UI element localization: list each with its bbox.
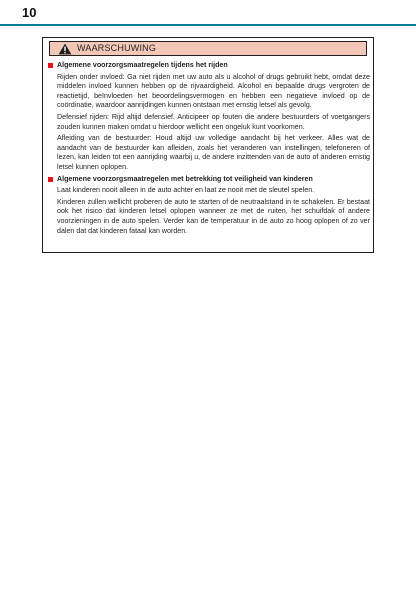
warning-title: WAARSCHUWING (77, 43, 157, 53)
warning-box (42, 37, 374, 253)
bullet-icon (48, 63, 53, 68)
section-heading-text: Algemene voorzorgsmaatregelen met betrekking tot veiligheid van kinderen (57, 174, 313, 183)
bullet-icon (48, 177, 53, 182)
warning-header (49, 41, 367, 56)
paragraph: Kinderen zullen wellicht proberen de auto te starten of de neutraalstand in te schakelen. Er bestaat ook het risico dat kinderen letsel oplopen wanneer ze met de ruiten, het schuifdak of andere voorzieningen in de auto spelen. Verder kan de temperatuur in de auto zo hoog oplopen of zo ver dalen dat dat kinderen fataal kan worden. (57, 197, 370, 235)
paragraph: Defensief rijden: Rijd altijd defensief. Anticipeer op fouten die andere bestuurders of voetgangers zouden kunnen maken omdat u hierdoor wellicht een ongeluk kunt voorkomen. (57, 112, 370, 131)
header-rule (0, 24, 416, 26)
paragraph: Afleiding van de bestuurder: Houd altijd uw volledige aandacht bij het verkeer. Alles wat de aandacht van de bestuurder kan afleiden, zoals het veranderen van instellingen, telefoneren of lezen, kan leiden tot een aanrijding waarbij u, de andere inzittenden van de auto of anderen ernstig letsel kunnen oplopen. (57, 134, 370, 171)
warning-triangle-icon (58, 43, 72, 55)
section-heading-children (48, 175, 370, 185)
section-heading-driving (48, 61, 370, 71)
paragraph: Rijden onder invloed: Ga niet rijden met uw auto als u alcohol of drugs gebruikt hebt, omdat deze middelen invloed kunnen hebben op de rijvaardigheid. Alcohol en bepaalde drugs vergroten de reactietijd, beïnvloeden het beoordelingsvermogen en hebben een negatieve invloed op de coördinatie, waardoor aanrijdingen kunnen ontstaan met ernstig letsel als gevolg. (57, 72, 370, 110)
page-number: 10 (22, 5, 37, 20)
section-heading-text: Algemene voorzorgsmaatregelen tijdens het rijden (57, 61, 228, 69)
warning-content (48, 61, 370, 238)
paragraph: Laat kinderen nooit alleen in de auto achter en laat ze nooit met de sleutel spelen. (57, 186, 315, 195)
